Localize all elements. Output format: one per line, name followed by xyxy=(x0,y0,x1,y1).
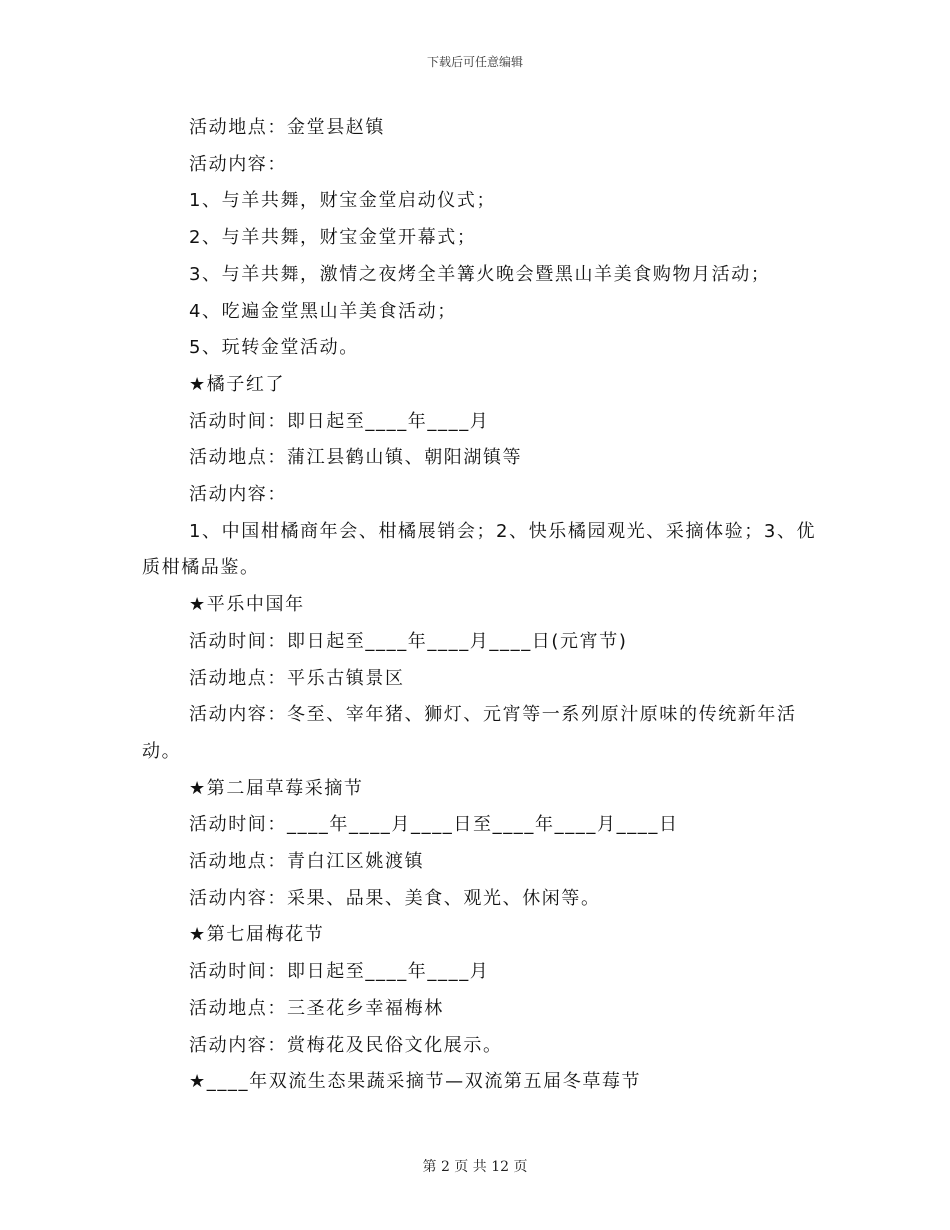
paragraph: 活动时间：____年____月____日至____年____月____日 xyxy=(189,814,679,836)
section-heading: ★橘子红了 xyxy=(189,373,286,395)
list-item: 4、吃遍金堂黑山羊美食活动； xyxy=(189,300,457,322)
list-item: 1、与羊共舞，财宝金堂启动仪式； xyxy=(189,190,497,212)
section-heading: ★第七届梅花节 xyxy=(189,924,325,946)
paragraph: 活动地点：青白江区姚渡镇 xyxy=(189,851,425,873)
page-header: 下载后可任意编辑 xyxy=(426,55,523,69)
list-item: 5、玩转金堂活动。 xyxy=(189,337,359,359)
paragraph: 活动地点：蒲江县鹤山镇、朝阳湖镇等 xyxy=(189,447,523,469)
section-heading: ★第二届草莓采摘节 xyxy=(189,777,364,799)
paragraph: 活动地点：金堂县赵镇 xyxy=(189,117,385,138)
list-item: 3、与羊共舞，激情之夜烤全羊篝火晚会暨黑山羊美食购物月活动； xyxy=(189,263,771,285)
paragraph: 活动内容：赏梅花及民俗文化展示。 xyxy=(189,1034,503,1056)
paragraph: 活动时间：即日起至____年____月____日(元宵节) xyxy=(189,630,628,652)
paragraph: 1、中国柑橘商年会、柑橘展销会；2、快乐橘园观光、采摘体验；3、优质柑橘品鉴。 xyxy=(142,520,817,579)
paragraph: 活动时间：即日起至____年____月 xyxy=(189,410,490,432)
section-heading: ★平乐中国年 xyxy=(189,594,305,616)
list-item: 2、与羊共舞，财宝金堂开幕式； xyxy=(189,227,477,249)
paragraph: 活动内容： xyxy=(189,153,287,175)
paragraph: 活动内容： xyxy=(189,484,287,506)
paragraph: 活动地点：三圣花乡幸福梅林 xyxy=(189,997,444,1019)
paragraph: 活动地点：平乐古镇景区 xyxy=(189,667,405,689)
page-footer: 第 2 页 共 12 页 xyxy=(422,1159,528,1175)
paragraph: 活动内容：采果、品果、美食、观光、休闲等。 xyxy=(189,887,601,909)
paragraph: 活动时间：即日起至____年____月 xyxy=(189,961,490,983)
section-heading: ★____年双流生态果蔬采摘节—双流第五届冬草莓节 xyxy=(189,1071,642,1093)
paragraph: 活动内容：冬至、宰年猪、狮灯、元宵等一系列原汁原味的传统新年活动。 xyxy=(142,704,797,762)
document-body xyxy=(142,110,832,1101)
